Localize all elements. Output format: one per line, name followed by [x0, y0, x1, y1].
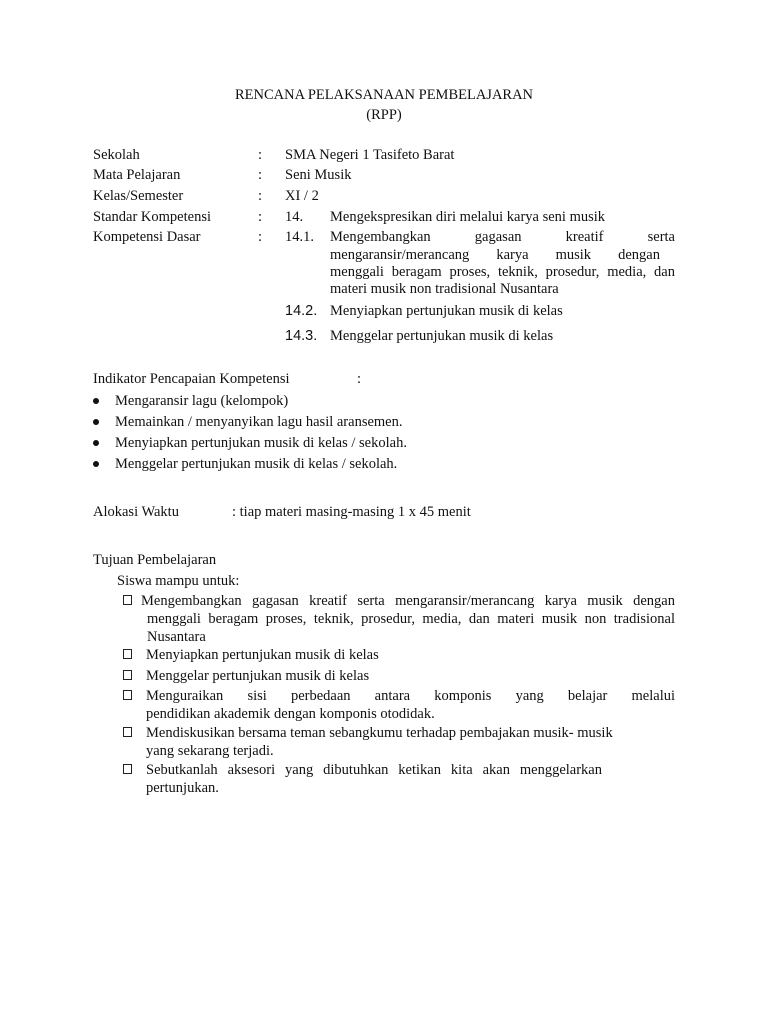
value-mata-pelajaran: Seni Musik [285, 167, 352, 183]
kd-text-1-line-2: mengaransir/merancang karya musik dengan [330, 247, 660, 263]
kd-text-1-line-1: Mengembangkan gagasan kreatif serta [330, 229, 675, 245]
tujuan-intro: Siswa mampu untuk: [117, 573, 240, 589]
tujuan-item-1-line-1: Mengembangkan gagasan kreatif serta mengaransir/merancang karya musik dengan [141, 593, 675, 609]
document-title: RENCANA PELAKSANAAN PEMBELAJARAN [234, 87, 534, 103]
list-item [93, 392, 678, 413]
label-sekolah: Sekolah [93, 147, 140, 163]
row-kelas-semester [93, 187, 678, 207]
kd-number-3: 14.3. [285, 328, 318, 344]
kd-text-1-line-3: menggali beragam proses, teknik, prosedur, media, dan [330, 264, 675, 280]
document-subtitle: (RPP) [366, 107, 402, 123]
tujuan-item-6-line-2: pertunjukan. [146, 780, 219, 797]
row-sekolah [93, 146, 678, 166]
tujuan-item-1-line-3: Nusantara [147, 629, 206, 646]
colon: : [258, 229, 263, 245]
bullet-icon [93, 419, 99, 425]
bullet-icon [93, 461, 99, 467]
indikator-list [93, 392, 678, 476]
colon: : [258, 147, 263, 163]
tujuan-item-2: Menyiapkan pertunjukan musik di kelas [146, 647, 379, 663]
colon: : [258, 188, 263, 204]
value-sekolah: SMA Negeri 1 Tasifeto Barat [285, 147, 455, 163]
list-item [123, 592, 675, 644]
kd-number-2: 14.2. [285, 303, 318, 319]
checkbox-square-icon [123, 690, 132, 700]
indikator-label: Indikator Pencapaian Kompetensi [93, 371, 290, 387]
tujuan-item-1-line-2: menggali beragam proses, teknik, prosedur, media, dan materi musik non tradisional [147, 611, 675, 628]
indikator-item-1: Mengaransir lagu (kelompok) [115, 393, 289, 409]
list-item [123, 724, 675, 760]
kd-text-3: Menggelar pertunjukan musik di kelas [330, 328, 554, 344]
row-kd-3 [93, 327, 678, 347]
indikator-heading [93, 370, 493, 390]
label-kelas-semester: Kelas/Semester [93, 188, 184, 204]
tujuan-item-5-line-1: Mendiskusikan bersama teman sebangkumu terhadap pembajakan musik- musik [146, 725, 613, 741]
checkbox-square-icon [123, 670, 132, 680]
value-kelas-semester: XI / 2 [285, 188, 319, 204]
label-standar-kompetensi: Standar Kompetensi [93, 209, 211, 225]
tujuan-item-6-line-1: Sebutkanlah aksesori yang dibutuhkan ketikan kita akan menggelarkan [146, 762, 602, 778]
colon: : [357, 371, 362, 387]
colon: : [258, 209, 263, 225]
colon: : [258, 167, 263, 183]
tujuan-item-5 [146, 724, 675, 760]
label-mata-pelajaran: Mata Pelajaran [93, 167, 181, 183]
indikator-item-4: Menggelar pertunjukan musik di kelas / sekolah. [115, 456, 398, 472]
list-item [123, 646, 675, 666]
tujuan-item-4 [146, 687, 675, 723]
tujuan-item-3: Menggelar pertunjukan musik di kelas [146, 668, 370, 684]
list-item [93, 434, 678, 455]
list-item [93, 413, 678, 434]
list-item [93, 455, 678, 476]
bullet-icon [93, 398, 99, 404]
checkbox-square-icon [123, 595, 132, 605]
tujuan-item-5-line-2: yang sekarang terjadi. [146, 743, 274, 760]
bullet-icon [93, 440, 99, 446]
alokasi-label: Alokasi Waktu [93, 504, 179, 520]
row-standar-kompetensi [93, 208, 678, 228]
row-kd-2 [93, 302, 678, 322]
tujuan-item-4-line-2: pendidikan akademik dengan komponis otodidak. [146, 706, 435, 723]
indikator-item-2: Memainkan / menyanyikan lagu hasil aransemen. [115, 414, 403, 430]
tujuan-item-4-line-1: Menguraikan sisi perbedaan antara komponis yang belajar melalui [146, 688, 675, 704]
checkbox-square-icon [123, 649, 132, 659]
list-item [123, 761, 675, 797]
tujuan-heading: Tujuan Pembelajaran [93, 552, 217, 568]
row-mata-pelajaran [93, 166, 678, 186]
checkbox-square-icon [123, 727, 132, 737]
kd-number-1: 14.1. [285, 229, 314, 245]
list-item [123, 667, 675, 687]
alokasi-waktu [93, 503, 593, 523]
tujuan-item-6 [146, 761, 602, 797]
value-standar-kompetensi: Mengekspresikan diri melalui karya seni musik [330, 209, 606, 225]
kd-text-1-line-4: materi musik non tradisional Nusantara [330, 281, 559, 297]
label-kompetensi-dasar: Kompetensi Dasar [93, 229, 201, 245]
tujuan-item-1 [141, 592, 675, 646]
checkbox-square-icon [123, 764, 132, 774]
sk-number: 14. [285, 209, 304, 225]
list-item [123, 687, 675, 723]
kd-text-1 [330, 228, 675, 298]
row-kompetensi-dasar [93, 228, 678, 298]
kd-text-2: Menyiapkan pertunjukan musik di kelas [330, 303, 563, 319]
indikator-item-3: Menyiapkan pertunjukan musik di kelas / sekolah. [115, 435, 407, 451]
alokasi-value: : tiap materi masing-masing 1 x 45 menit [232, 504, 471, 520]
